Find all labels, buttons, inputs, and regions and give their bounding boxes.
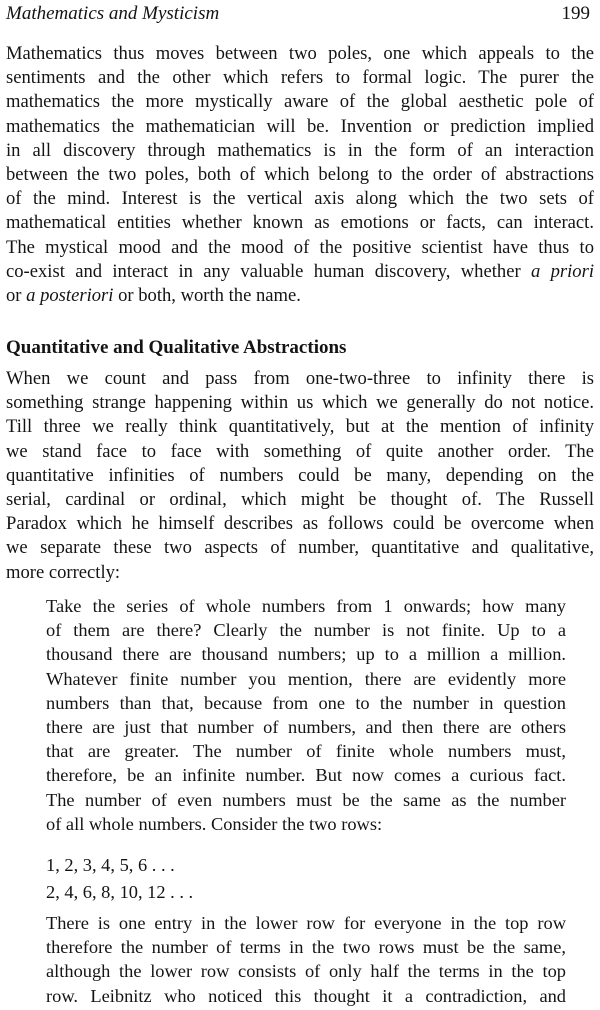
page-number: 199: [561, 3, 590, 24]
text-line: sentiments and the other which refers to formal logic. The purer the: [6, 67, 594, 89]
text-line: therefore the number of terms in the two rows must be the same,: [46, 937, 566, 958]
text-line: Mathematics thus moves between two poles, one which appeals to the: [6, 43, 594, 64]
text-line: mathematics the mathematician will be. Invention or prediction implied: [6, 115, 594, 137]
text-run: or: [6, 285, 27, 307]
text-line: of all whole numbers. Consider the two rows:: [46, 813, 383, 834]
running-title: Mathematics and Mysticism: [6, 3, 220, 24]
text-line: mathematics the more mystically aware of the global aesthetic pole of: [6, 91, 594, 113]
text-line: more correctly:: [6, 561, 121, 583]
number-row: 1, 2, 3, 4, 5, 6 . . .: [46, 855, 175, 875]
block-quote-continued: [46, 911, 566, 1008]
text-line: row. Leibnitz who noticed this thought it a contradiction, and: [46, 985, 566, 1006]
italic-term: a posteriori: [26, 285, 114, 307]
section-heading: Quantitative and Qualitative Abstractions: [6, 337, 347, 358]
text-line: Take the series of whole numbers from 1 onwards; how many: [46, 596, 566, 616]
text-line: that are greater. The number of finite whole numbers must,: [46, 741, 566, 762]
text-line: Till three we really think quantitatively, but at the mention of infinity: [6, 416, 594, 438]
text-line: there are just that number of numbers, and then there are others: [46, 717, 566, 738]
text-line: The number of even numbers must be the same as the number: [46, 789, 566, 810]
text-line: thousand there are thousand numbers; up to a million a million.: [46, 644, 566, 665]
text-line: between the two poles, both of which belong to the order of abstractions: [6, 164, 594, 186]
text-line: therefore, be an infinite number. But now comes a curious fact.: [46, 765, 566, 786]
text-line: we stand face to face with something of quite another order. The: [6, 440, 594, 462]
block-quote: [46, 594, 566, 836]
text-line: [6, 260, 594, 284]
text-line: serial, cardinal or ordinal, which might be thought of. The Russell: [6, 489, 594, 511]
text-line: of them are there? Clearly the number is not finite. Up to a: [46, 620, 566, 641]
text-line: The mystical mood and the mood of the positive scientist have thus to: [6, 236, 594, 258]
text-line: something strange happening within us which we generally do not notice.: [6, 392, 594, 414]
number-row: 2, 4, 6, 8, 10, 12 . . .: [46, 882, 194, 902]
text-line: numbers than that, because from one to the number in question: [46, 692, 566, 713]
text-line: Whatever finite number you mention, there are evidently more: [46, 668, 566, 689]
text-line: we separate these two aspects of number, quantitative and qualitative,: [6, 537, 594, 559]
text-line: Paradox which he himself describes as follows could be overcome when: [6, 513, 594, 535]
text-line: in all discovery through mathematics is in the form of an interaction: [6, 139, 594, 161]
page-header: [6, 3, 590, 29]
text-line: There is one entry in the lower row for everyone in the top row: [46, 913, 566, 933]
number-rows: [46, 852, 193, 906]
text-line: of the mind. Interest is the vertical axis along which the two sets of: [6, 188, 594, 210]
text-line: mathematical entities whether known as emotions or facts, can interact.: [6, 212, 594, 234]
italic-term: a priori: [530, 260, 594, 282]
text-line: although the lower row consists of only half the terms in the top: [46, 961, 566, 982]
text-line: quantitative infinities of numbers could be many, depending on the: [6, 464, 594, 486]
paragraph-counting: [6, 367, 594, 585]
paragraph-poles: [6, 42, 594, 308]
text-line: [6, 284, 594, 308]
text-line: When we count and pass from one-two-three to infinity there is: [6, 368, 594, 389]
text-run: co-exist and interact in any valuable human discovery, whether: [6, 260, 531, 282]
text-run: or both, worth the name.: [113, 285, 301, 307]
